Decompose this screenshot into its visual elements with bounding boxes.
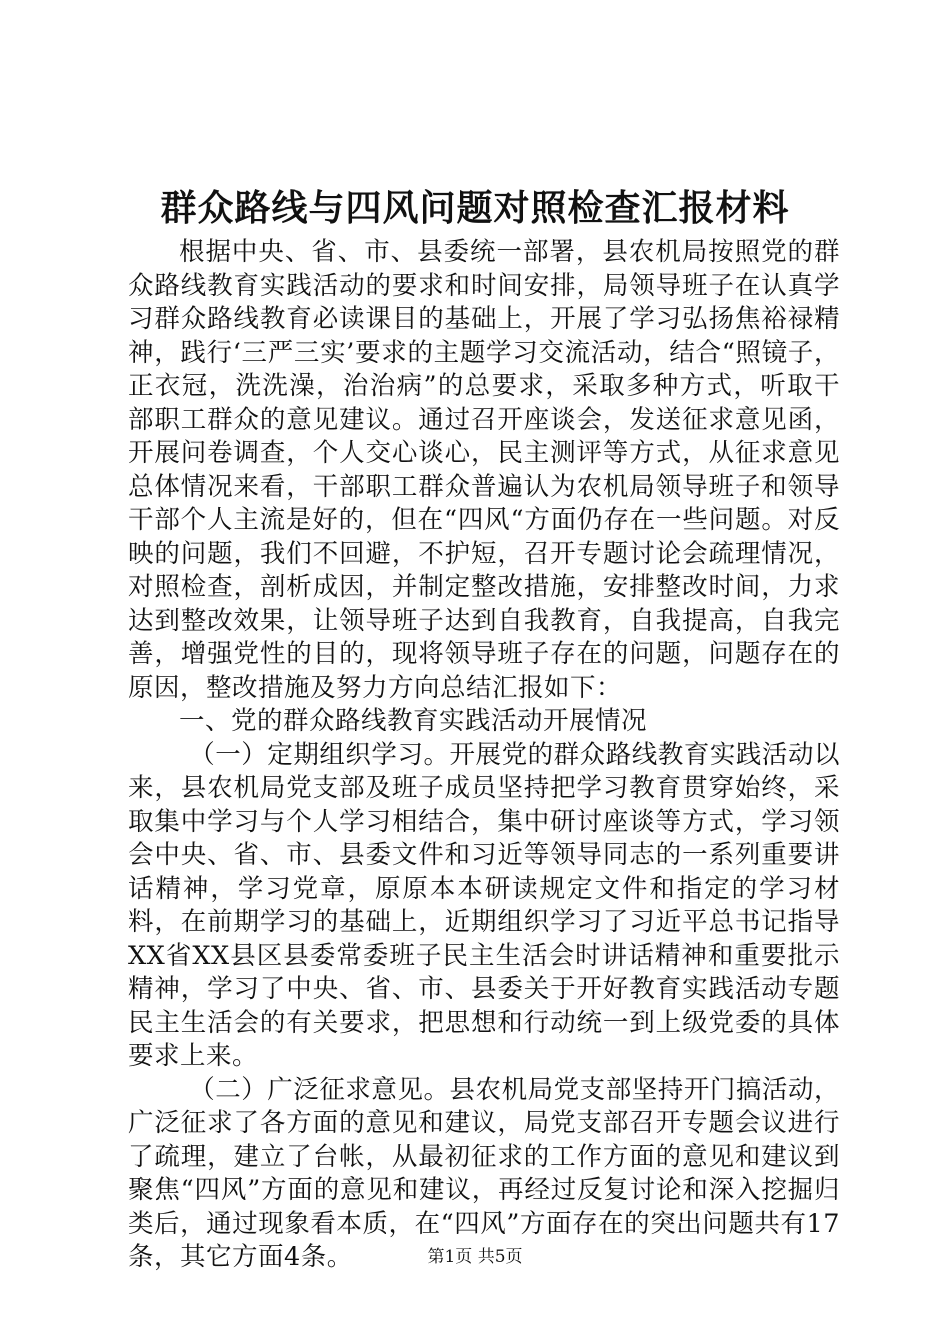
page-number-footer: 第1页 共5页 bbox=[427, 1247, 523, 1267]
section-heading: 一、党的群众路线教育实践活动开展情况 bbox=[179, 706, 648, 736]
document-title: 群众路线与四风问题对照检查汇报材料 bbox=[160, 187, 790, 229]
intro-paragraph: 根据中央、省、市、县委统一部署，县农机局按照党的群众路线教育实践活动的要求和时间安排，局领导班子在认真学习群众路线教育必读课目的基础上，开展了学习弘扬焦裕禄精神，践行‘三严三实’要求的主题学习交流活动，结合“照镜子，正衣冠，洗洗澡，治治病”的总要求，采取多种方式，听取干部职工群众的意见建议。通过召开座谈会，发送征求意见函，开展问卷调查，个人交心谈心，民主测评等方式，从征求意见总体情况来看，干部职工群众普遍认为农机局领导班子和领导干部个人主流是好的，但在“四风“方面仍存在一些问题。对反映的问题，我们不回避，不护短，召开专题讨论会疏理情况，对照检查，剖析成因，并制定整改措施，安排整改时间，力求达到整改效果，让领导班子达到自我教育，自我提高，自我完善，增强党性的目的，现将领导班子存在的问题，问题存在的原因，整改措施及努力方向总结汇报如下： bbox=[128, 237, 840, 703]
document-body bbox=[128, 236, 840, 1275]
item-paragraph-1: （一）定期组织学习。开展党的群众路线教育实践活动以来，县农机局党支部及班子成员坚持把学习教育贯穿始终，采取集中学习与个人学习相结合，集中研讨座谈等方式，学习领会中央、省、市、县委文件和习近等领导同志的一系列重要讲话精神，学习党章，原原本本研读规定文件和指定的学习材料，在前期学习的基础上，近期组织学习了习近平总书记指导XX省XX县区县委常委班子民主生活会时讲话精神和重要批示精神，学习了中央、省、市、县委关于开好教育实践活动专题民主生活会的有关要求，把思想和行动统一到上级党委的具体要求上来。 bbox=[128, 739, 840, 1071]
item-paragraph-2: （二）广泛征求意见。县农机局党支部坚持开门搞活动，广泛征求了各方面的意见和建议，局党支部召开专题会议进行了疏理，建立了台帐，从最初征求的工作方面的意见和建议到聚焦“四风”方面的意见和建议，再经过反复讨论和深入挖掘归类后，通过现象看本质，在“四风”方面存在的突出问题共有17条，其它方面4条。 bbox=[128, 1074, 840, 1272]
